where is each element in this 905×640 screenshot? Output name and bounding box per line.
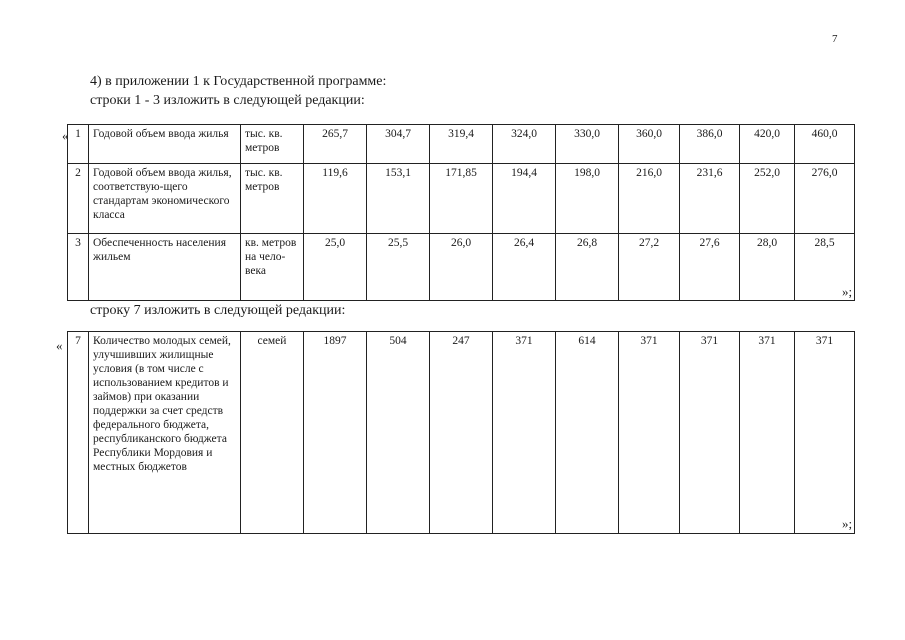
value-cell: 252,0	[740, 164, 795, 234]
value-cell: 265,7	[304, 125, 367, 164]
indicator-name: Обеспеченность населения жильем	[89, 234, 241, 301]
row-number: 1	[68, 125, 89, 164]
value-cell: 319,4	[430, 125, 493, 164]
subheading: строку 7 изложить в следующей редакции:	[90, 303, 346, 318]
quote-open-2: «	[56, 338, 63, 353]
value-cell: 330,0	[556, 125, 619, 164]
value-cell: 614	[556, 332, 619, 534]
value-cell: 324,0	[493, 125, 556, 164]
row-number: 3	[68, 234, 89, 301]
value-cell: 25,0	[304, 234, 367, 301]
value-cell: 27,6	[680, 234, 740, 301]
value-cell: 27,2	[619, 234, 680, 301]
value-cell: 194,4	[493, 164, 556, 234]
indicator-name: Количество молодых семей, улучшивших жилищные условия (в том числе с использованием кредитов и займов) при оказании поддержки за счет средств федерального бюджета, республиканского бюджета Республики Мордовия и местных бюджетов	[89, 332, 241, 534]
intro-line-1: 4) в приложении 1 к Государственной программе:	[90, 74, 387, 89]
value-cell: 28,0	[740, 234, 795, 301]
value-cell: 371	[493, 332, 556, 534]
indicator-name: Годовой объем ввода жилья, соответствую-щего стандартам экономического класса	[89, 164, 241, 234]
value-cell: 171,85	[430, 164, 493, 234]
unit-cell: семей	[241, 332, 304, 534]
value-cell: 304,7	[367, 125, 430, 164]
value-cell: 460,0	[795, 125, 855, 164]
quote-close-1: »;	[842, 284, 853, 299]
unit-cell: кв. метров на чело-века	[241, 234, 304, 301]
value-cell: 153,1	[367, 164, 430, 234]
page-number: 7	[832, 33, 838, 45]
table-row	[68, 125, 855, 164]
value-cell: 371	[680, 332, 740, 534]
value-cell: 26,4	[493, 234, 556, 301]
intro-line-2: строки 1 - 3 изложить в следующей редакции:	[90, 93, 365, 108]
value-cell: 26,8	[556, 234, 619, 301]
table-row	[68, 234, 855, 301]
table-rows-1-3	[67, 124, 855, 301]
value-cell: 216,0	[619, 164, 680, 234]
table-row	[68, 164, 855, 234]
unit-cell: тыс. кв. метров	[241, 164, 304, 234]
value-cell: 119,6	[304, 164, 367, 234]
value-cell: 420,0	[740, 125, 795, 164]
value-cell: 371	[619, 332, 680, 534]
table-row	[68, 332, 855, 534]
value-cell: 386,0	[680, 125, 740, 164]
unit-cell: тыс. кв. метров	[241, 125, 304, 164]
table-row-7	[67, 331, 855, 534]
value-cell: 28,5	[795, 234, 855, 301]
value-cell: 231,6	[680, 164, 740, 234]
value-cell: 1897	[304, 332, 367, 534]
value-cell: 371	[795, 332, 855, 534]
value-cell: 247	[430, 332, 493, 534]
quote-open-1: «	[62, 128, 69, 143]
value-cell: 26,0	[430, 234, 493, 301]
value-cell: 504	[367, 332, 430, 534]
row-number: 2	[68, 164, 89, 234]
indicator-name: Годовой объем ввода жилья	[89, 125, 241, 164]
value-cell: 276,0	[795, 164, 855, 234]
value-cell: 198,0	[556, 164, 619, 234]
intro-text	[90, 72, 386, 110]
quote-close-2: »;	[842, 516, 853, 531]
value-cell: 360,0	[619, 125, 680, 164]
value-cell: 25,5	[367, 234, 430, 301]
value-cell: 371	[740, 332, 795, 534]
row-number: 7	[68, 332, 89, 534]
